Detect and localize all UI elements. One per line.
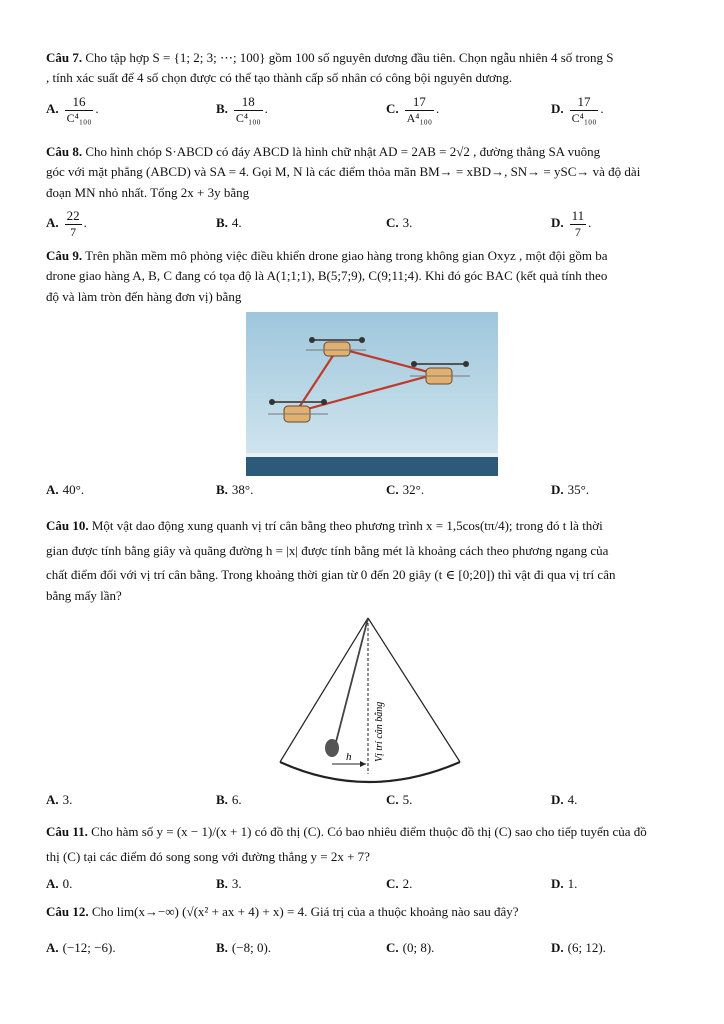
question-11 bbox=[46, 820, 686, 869]
fraction-numerator: 16 bbox=[65, 94, 94, 111]
pendulum-rod bbox=[336, 618, 368, 742]
option-letter: D. bbox=[551, 940, 564, 955]
fraction-denominator: 7 bbox=[574, 225, 581, 240]
option-letter: A. bbox=[46, 792, 59, 807]
question-text: độ và làm tròn đến hàng đơn vị) bằng bbox=[46, 288, 242, 304]
option-letter: C. bbox=[386, 876, 399, 891]
fraction-denominator: 7 bbox=[70, 225, 77, 240]
question-text: chất điểm đối với vị trí cân bằng. Trong khoảng thời gian từ 0 đến 20 giây (t ∈ [0;20]) thì vật đi qua vị trí cân bbox=[46, 567, 616, 583]
option-b[interactable]: B. $\frac{18}{\text{C⁴₁₀₀}}$ . bbox=[216, 94, 268, 126]
option-letter: B. bbox=[216, 101, 228, 117]
option-a[interactable] bbox=[46, 482, 84, 498]
option-letter: B. bbox=[216, 876, 228, 891]
option-text: 3. bbox=[402, 215, 413, 230]
options-q11 bbox=[46, 876, 686, 906]
option-letter: B. bbox=[216, 482, 228, 497]
fraction-numerator: 11 bbox=[570, 208, 587, 225]
option-text: 35°. bbox=[567, 482, 590, 497]
option-letter: D. bbox=[551, 876, 564, 891]
option-text: (−8; 0). bbox=[231, 940, 272, 955]
option-text: 38°. bbox=[231, 482, 254, 497]
swing-arc bbox=[280, 762, 460, 782]
pendulum-bob bbox=[325, 739, 339, 757]
fraction-denominator: C⁴₁₀₀ bbox=[235, 111, 261, 126]
option-b[interactable] bbox=[216, 482, 253, 498]
option-text: 1. bbox=[567, 876, 578, 891]
question-7 bbox=[46, 50, 686, 87]
question-label: Câu 8. bbox=[46, 144, 83, 159]
option-b[interactable] bbox=[216, 215, 242, 231]
option-a[interactable] bbox=[46, 792, 72, 808]
swing-boundary-left bbox=[280, 618, 368, 762]
option-c[interactable] bbox=[386, 876, 412, 892]
option-text: 3. bbox=[231, 876, 242, 891]
option-text: (6; 12). bbox=[567, 940, 606, 955]
option-c[interactable] bbox=[386, 940, 434, 956]
options-q7 bbox=[46, 94, 686, 124]
fraction-numerator: 17 bbox=[405, 94, 434, 111]
option-c[interactable]: C. $\frac{17}{\text{A⁴₁₀₀}}$ . bbox=[386, 94, 440, 126]
option-d[interactable]: D. $\frac{11}{7}$ . bbox=[551, 208, 592, 240]
question-text: , tính xác suất để 4 số chọn được có thể tạo thành cấp số nhân có công bội nguyên dương. bbox=[46, 70, 513, 86]
question-text: Trên phần mềm mô phỏng việc điều khiển drone giao hàng trong không gian Oxyz , một đội gồm ba bbox=[85, 248, 608, 263]
option-letter: C. bbox=[386, 101, 399, 117]
h-arrowhead bbox=[360, 761, 366, 767]
question-text: thị (C) tại các điểm đó song song với đường thẳng y = 2x + 7? bbox=[46, 848, 370, 864]
fraction-numerator: 17 bbox=[570, 94, 599, 111]
option-letter: D. bbox=[551, 215, 564, 231]
sea-band bbox=[246, 456, 498, 476]
sky-background bbox=[246, 312, 498, 476]
option-b[interactable] bbox=[216, 940, 271, 956]
option-a[interactable] bbox=[46, 940, 116, 956]
option-letter: A. bbox=[46, 482, 59, 497]
option-d[interactable]: D. $\frac{17}{\text{C⁴₁₀₀}}$ . bbox=[551, 94, 604, 126]
question-text: drone giao hàng A, B, C đang có tọa độ là A(1;1;1), B(5;7;9), C(9;11;4). Khi đó góc BAC (kết quả tính theo bbox=[46, 268, 608, 284]
question-text: Một vật dao động xung quanh vị trí cân bằng theo phương trình x = 1,5cos(tπ/4); trong đó t là thời bbox=[91, 518, 603, 533]
option-a[interactable] bbox=[46, 876, 72, 892]
option-text: 0. bbox=[62, 876, 73, 891]
option-text: 4. bbox=[231, 215, 242, 230]
option-letter: C. bbox=[386, 215, 399, 230]
option-b[interactable] bbox=[216, 792, 242, 808]
h-label: h bbox=[346, 751, 352, 763]
fraction-denominator: C⁴₁₀₀ bbox=[66, 111, 92, 126]
option-a[interactable]: A. $\frac{22}{7}$ . bbox=[46, 208, 87, 240]
fraction-denominator: C⁴₁₀₀ bbox=[571, 111, 597, 126]
option-letter: A. bbox=[46, 876, 59, 891]
option-text: 40°. bbox=[62, 482, 85, 497]
option-a[interactable]: A. $\frac{16}{\text{C⁴₁₀₀}}$ . bbox=[46, 94, 99, 126]
option-text: (−12; −6). bbox=[62, 940, 116, 955]
question-9 bbox=[46, 248, 686, 305]
fraction-denominator: A⁴₁₀₀ bbox=[406, 111, 433, 126]
option-text: (0; 8). bbox=[402, 940, 435, 955]
option-letter: D. bbox=[551, 792, 564, 807]
question-label: Câu 10. bbox=[46, 518, 89, 533]
option-d[interactable] bbox=[551, 876, 577, 892]
options-q9 bbox=[46, 482, 686, 512]
options-q12 bbox=[46, 940, 686, 970]
question-text: bằng mấy lần? bbox=[46, 588, 122, 604]
option-text: 6. bbox=[231, 792, 242, 807]
option-letter: B. bbox=[216, 940, 228, 955]
question-text: Cho tập hợp S = {1; 2; 3; ⋯; 100} gồm 100 số nguyên dương đầu tiên. Chọn ngẫu nhiên 4 số trong S bbox=[85, 50, 614, 65]
option-letter: A. bbox=[46, 215, 59, 231]
equilibrium-label: Vị trí cân bằng bbox=[374, 701, 385, 762]
option-text: 3. bbox=[62, 792, 73, 807]
option-letter: C. bbox=[386, 792, 399, 807]
question-12 bbox=[46, 904, 686, 920]
question-label: Câu 12. bbox=[46, 904, 89, 919]
horizon-line bbox=[246, 453, 498, 457]
options-q8 bbox=[46, 208, 686, 238]
option-d[interactable] bbox=[551, 792, 577, 808]
option-letter: C. bbox=[386, 482, 399, 497]
question-text: góc với mặt phẳng (ABCD) và SA = 4. Gọi M, N là các điểm thỏa mãn BM→ = xBD→, SN→ = ySC→ và độ dài bbox=[46, 164, 641, 180]
fraction-numerator: 18 bbox=[234, 94, 263, 111]
question-10 bbox=[46, 514, 686, 604]
option-b[interactable] bbox=[216, 876, 242, 892]
option-text: 4. bbox=[567, 792, 578, 807]
question-8 bbox=[46, 144, 686, 201]
drone-illustration bbox=[246, 312, 498, 476]
option-c[interactable] bbox=[386, 792, 412, 808]
question-text: Cho lim(x→−∞) (√(x² + ax + 4) + x) = 4. Giá trị của a thuộc khoảng nào sau đây? bbox=[91, 904, 519, 919]
option-letter: C. bbox=[386, 940, 399, 955]
option-letter: D. bbox=[551, 482, 564, 497]
option-letter: D. bbox=[551, 101, 564, 117]
options-q10 bbox=[46, 792, 686, 822]
option-text: 32°. bbox=[402, 482, 425, 497]
option-text: 2. bbox=[402, 876, 413, 891]
fraction-numerator: 22 bbox=[65, 208, 82, 225]
option-letter: A. bbox=[46, 940, 59, 955]
option-letter: B. bbox=[216, 215, 228, 230]
option-letter: A. bbox=[46, 101, 59, 117]
pendulum-figure bbox=[270, 614, 470, 790]
question-label: Câu 9. bbox=[46, 248, 83, 263]
option-d[interactable] bbox=[551, 482, 589, 498]
question-text: Cho hình chóp S·ABCD có đáy ABCD là hình chữ nhật AD = 2AB = 2√2 , đường thẳng SA vuông bbox=[85, 144, 601, 159]
question-text: đoạn MN nhỏ nhất. Tổng 2x + 3y bằng bbox=[46, 184, 250, 200]
option-text: 5. bbox=[402, 792, 413, 807]
question-text: Cho hàm số y = (x − 1)/(x + 1) có đồ thị (C). Có bao nhiêu điểm thuộc đồ thị (C) sao cho tiếp tuyến của đồ bbox=[91, 824, 647, 839]
question-label: Câu 7. bbox=[46, 50, 83, 65]
question-label: Câu 11. bbox=[46, 824, 88, 839]
option-d[interactable] bbox=[551, 940, 606, 956]
option-letter: B. bbox=[216, 792, 228, 807]
option-c[interactable] bbox=[386, 215, 412, 231]
option-c[interactable] bbox=[386, 482, 424, 498]
question-text: gian được tính bằng giây và quãng đường h = |x| được tính bằng mét là khoảng cách theo phương ngang của bbox=[46, 542, 609, 558]
